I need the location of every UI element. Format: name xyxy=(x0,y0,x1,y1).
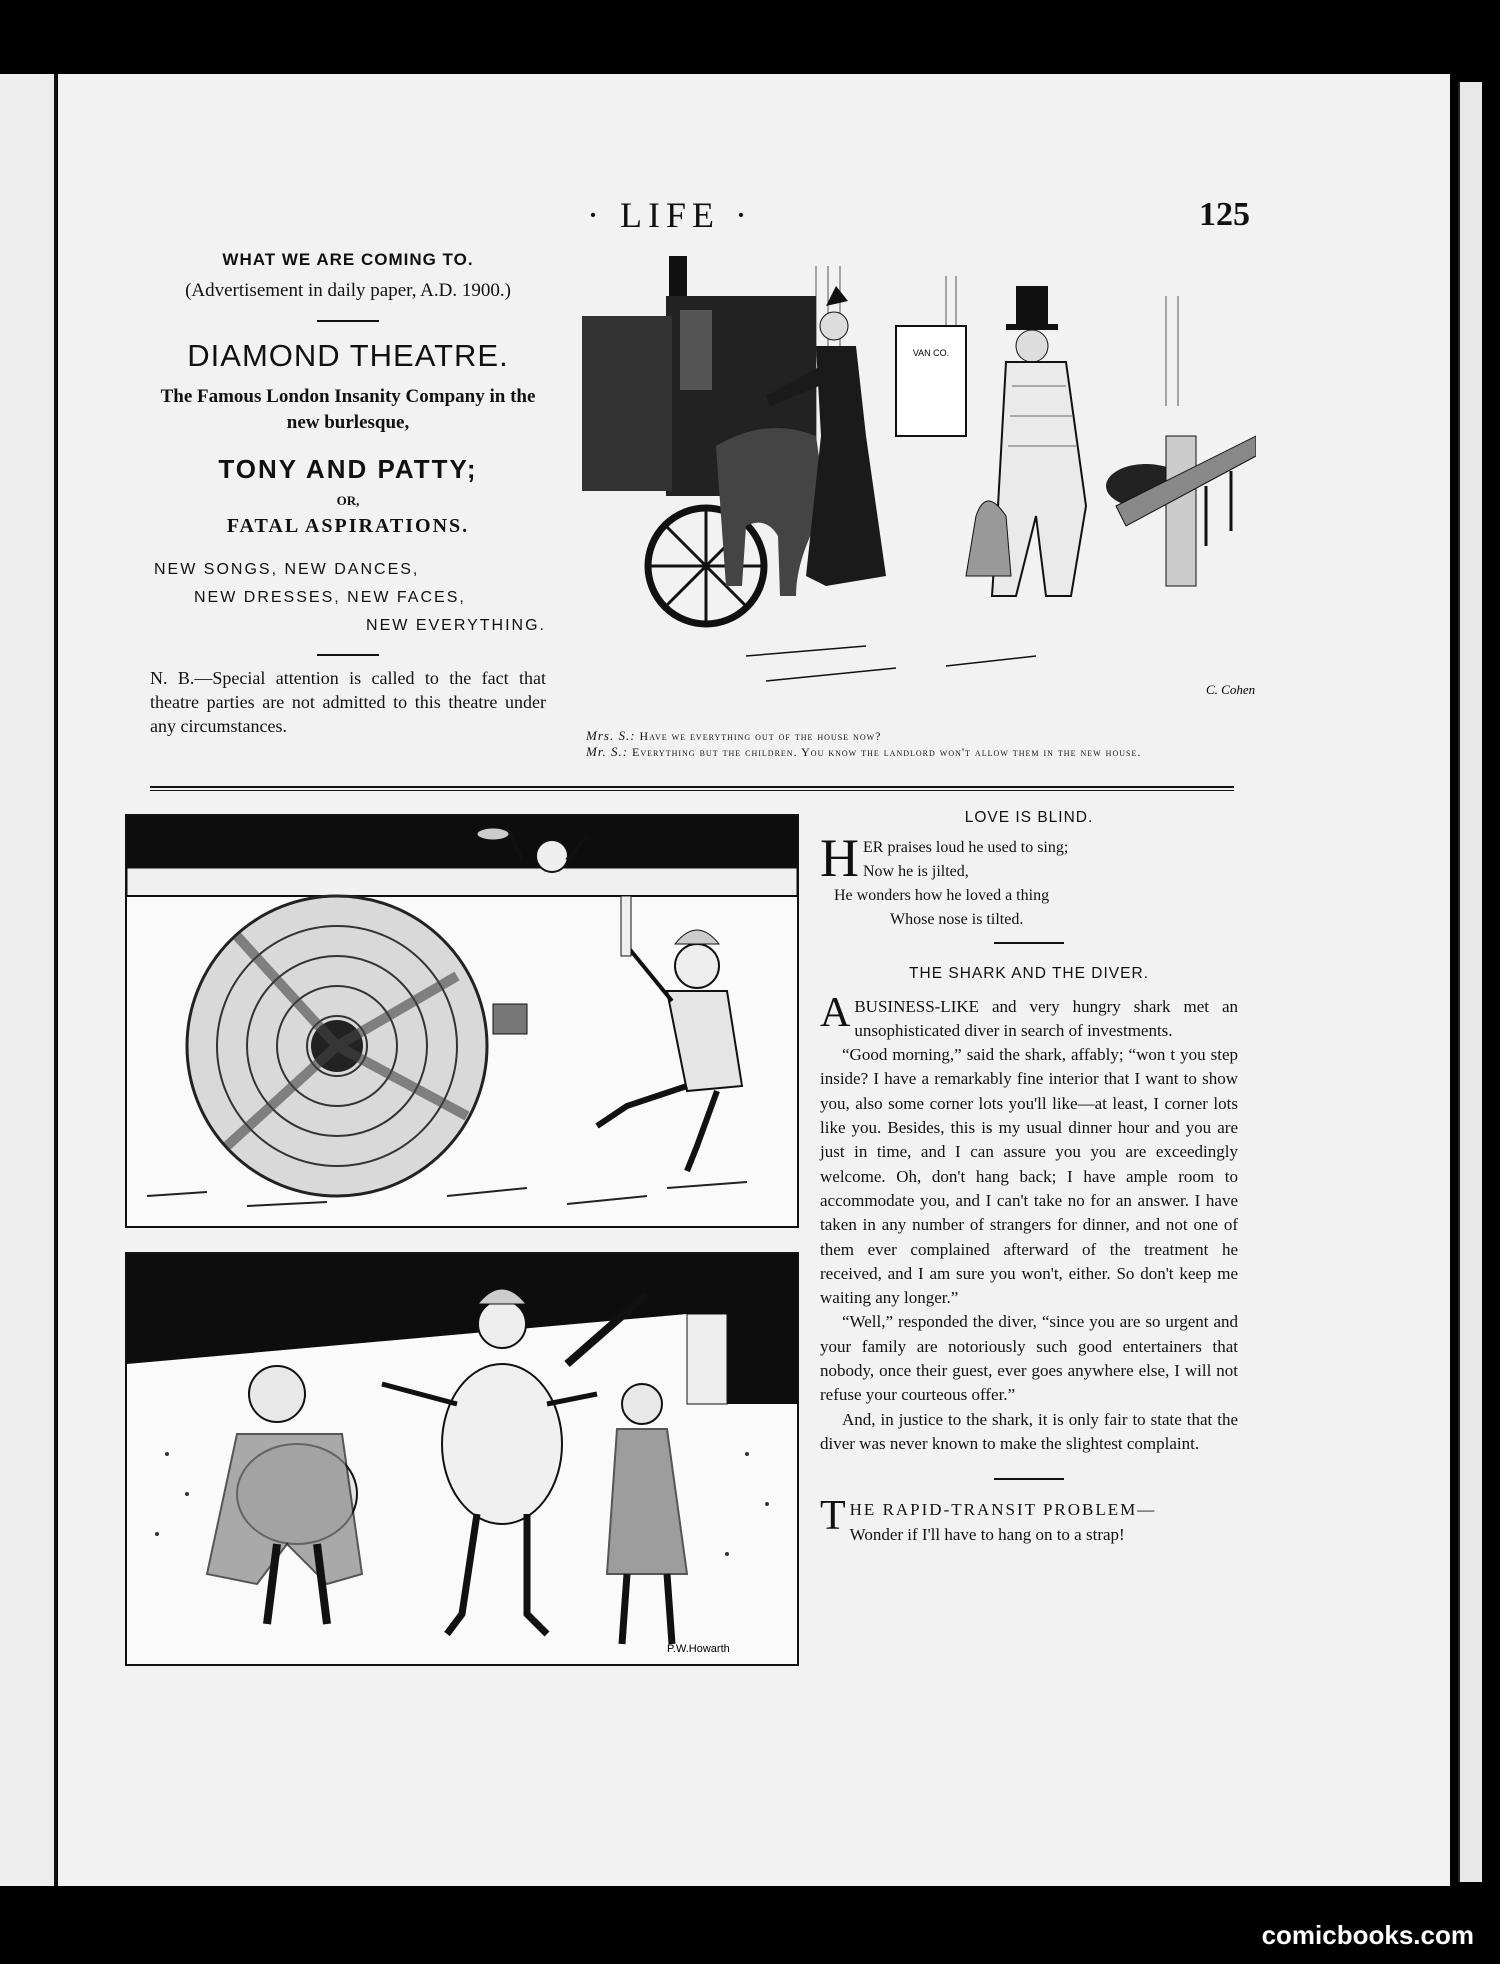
story-paragraph: “Well,” responded the diver, “since you are so urgent and your family are notoriously such good entertainers that nobody, once their guest, ever goes anywhere else, I will not refuse your courteous offer.” xyxy=(820,1312,1238,1405)
features-list xyxy=(150,556,546,640)
feature-line: NEW EVERYTHING. xyxy=(366,617,546,634)
company-line: The Famous London Insanity Company in the new burlesque, xyxy=(160,386,536,433)
divider xyxy=(317,654,379,656)
caption-text: Have we everything out of the house now? xyxy=(639,729,882,743)
story-paragraph: “Good morning,” said the shark, affably; “won t you step inside? I have a remarkably fine interior that I want to show you, also some corner lots you'll like—at least, I corner lots like you. Besides, this is my usual dinner hour and you are just in time, and I can assure you you are exceedingly welcome. Oh, don't hang back; I have ample room to accommodate you, and I can't take no for an answer. I have taken in any number of strangers for dinner, and not one of them ever complained afterward of the treatment he received, and I am sure you won't, either. So don't keep me waiting any longer.” xyxy=(820,1045,1238,1308)
play-or: OR, xyxy=(336,493,360,508)
joke-dropcap: T xyxy=(820,1493,846,1540)
page-edge-strip xyxy=(1458,82,1482,1882)
rolling-wheel-illustration xyxy=(127,816,797,1226)
story-dropcap: A xyxy=(820,989,851,1036)
feature-line: NEW SONGS, NEW DANCES, xyxy=(154,561,420,578)
ad-heading: WHAT WE ARE COMING TO. xyxy=(222,250,474,269)
poem-line: Now he is jilted, xyxy=(863,863,969,881)
comic-signature: P.W.Howarth xyxy=(667,1643,730,1655)
text-column xyxy=(820,806,1238,1547)
ad-subheading: (Advertisement in daily paper, A.D. 1900.) xyxy=(185,280,511,301)
poem-dropcap: H xyxy=(820,828,859,889)
caption-speaker: Mr. S.: xyxy=(586,744,629,759)
story-paragraph: And, in justice to the shark, it is only fair to state that the diver was never known to make the slightest complaint. xyxy=(820,1409,1238,1453)
divider xyxy=(994,942,1064,944)
rapid-transit-joke xyxy=(820,1493,1238,1547)
joke-text: Wonder if I'll have to hang on to a strap! xyxy=(849,1524,1125,1544)
masthead-title: · LIFE · xyxy=(587,195,753,235)
play-title: TONY AND PATTY; xyxy=(218,454,478,484)
poem-line: Whose nose is tilted. xyxy=(890,911,1024,929)
joke-head: HE RAPID-TRANSIT PROBLEM— xyxy=(849,1500,1157,1520)
feature-line: NEW DRESSES, NEW FACES, xyxy=(194,589,466,606)
advertisement xyxy=(150,250,546,738)
divider xyxy=(317,320,379,322)
story-paragraph: ABUSINESS-LIKE and very hungry shark met an unsophisticated diver in search of investments. xyxy=(820,989,1238,1040)
poem xyxy=(820,828,1238,932)
policeman-arrest-illustration xyxy=(127,1254,797,1664)
sign-text: VAN CO. xyxy=(912,348,950,358)
poem-title: LOVE IS BLIND. xyxy=(964,809,1094,826)
adjacent-page-edge xyxy=(0,74,57,1886)
ad-note: N. B.—Special attention is called to the fact that theatre parties are not admitted to this theatre under any circumstances. xyxy=(150,668,546,736)
comic-panel-1 xyxy=(125,814,799,1228)
poem-line: ER praises loud he used to sing; xyxy=(863,839,1069,857)
section-divider xyxy=(150,786,1234,791)
theatre-name: DIAMOND THEATRE. xyxy=(187,338,509,373)
source-watermark: comicbooks.com xyxy=(1261,1920,1474,1950)
story xyxy=(820,989,1238,1457)
divider xyxy=(994,1478,1064,1480)
page-number: 125 xyxy=(1199,196,1250,233)
play-subtitle: FATAL ASPIRATIONS. xyxy=(226,515,470,537)
moving-day-engraving xyxy=(566,256,1256,706)
poem-line: He wonders how he loved a thing xyxy=(834,887,1050,905)
caption-text: Everything but the children. You know the landlord won't allow them in the new house. xyxy=(632,745,1142,759)
comic-panel-2 xyxy=(125,1252,799,1666)
story-title: THE SHARK AND THE DIVER. xyxy=(909,965,1149,983)
top-illustration xyxy=(566,256,1256,706)
caption-speaker: Mrs. S.: xyxy=(586,728,636,743)
artist-signature: C. Cohen xyxy=(1206,682,1256,697)
illustration-caption xyxy=(566,728,1236,760)
